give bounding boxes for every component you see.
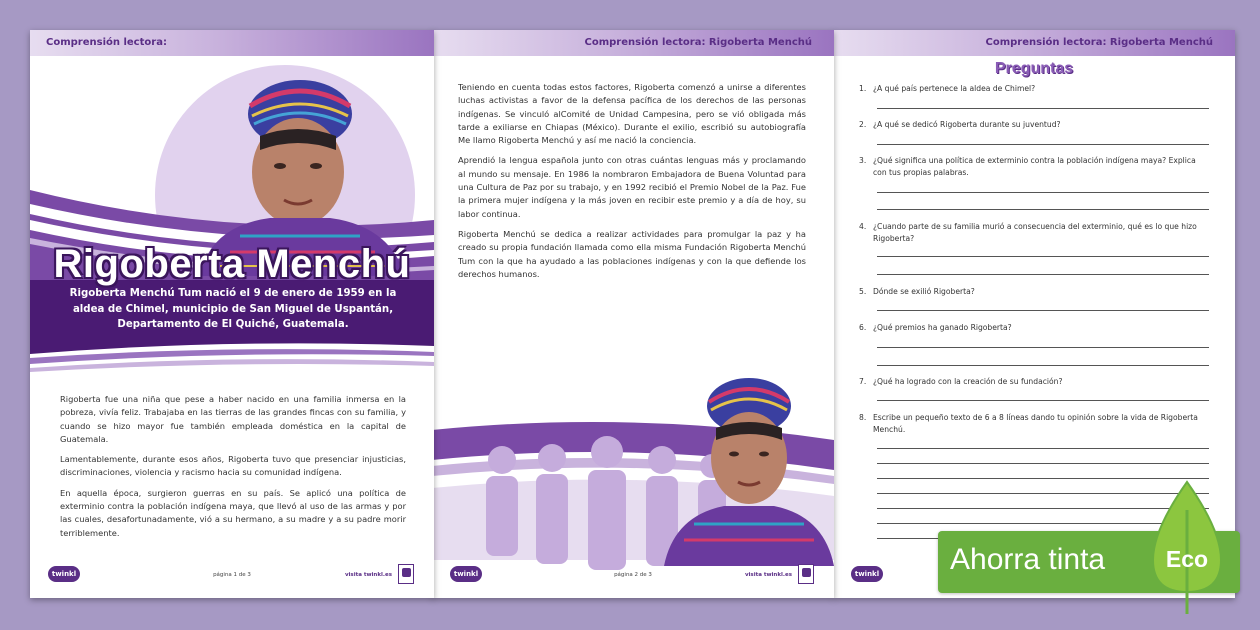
question-item xyxy=(859,83,1209,95)
question-item xyxy=(859,286,1209,298)
answer-line[interactable] xyxy=(877,108,1209,109)
question-item xyxy=(859,221,1209,244)
question-item xyxy=(859,119,1209,131)
page-header-text: Comprensión lectora: Rigoberta Menchú xyxy=(584,37,812,48)
question-number: 5. xyxy=(859,287,867,296)
page-title: Rigoberta Menchú xyxy=(53,242,411,286)
page-number: página 2 de 3 xyxy=(614,572,652,578)
paragraph: En aquella época, surgieron guerras en su país. Se aplicó una política de exterminio contra la población indígena maya, que llevó al uso de las armas y por las cuales, desafortunadamente, vió a su hermano, a su madre y a su padre morir terriblemente. xyxy=(60,487,406,538)
question-number: 7. xyxy=(859,377,867,386)
question-text: ¿Cuando parte de su familia murió a consecuencia del exterminio, qué es lo que hizo Rigoberta? xyxy=(873,222,1197,243)
eco-badge-text: Eco xyxy=(1165,546,1209,572)
page-footer xyxy=(432,558,834,598)
answer-line[interactable] xyxy=(877,448,1209,449)
question-number: 2. xyxy=(859,120,867,129)
paragraph: Aprendió la lengua española junto con otras cuántas lenguas más y proclamando al mundo su mensaje. En 1986 la nombraron Embajadora de Buena Voluntad para una Cultura de Paz por su trabajo, y en 1992 recibió el Premio Nobel de la Paz. Fue la primera mujer indígena y la más joven en recibir este premio y a día de hoy, su labor continua. xyxy=(458,155,806,219)
question-text: ¿Qué significa una política de exterminio contra la población indígena maya? Explica con tus propias palabras. xyxy=(873,156,1196,177)
twinkl-logo: twinkl xyxy=(450,566,482,582)
question-text: ¿A qué país pertenece la aldea de Chimel? xyxy=(873,84,1036,93)
paragraph: Teniendo en cuenta todas estos factores, Rigoberta comenzó a unirse a diferentes luchas activistas a favor de la defensa pacífica de los derechos de las personas indígenas. Se vinculó alComité de Unidad Campesina, pero se vió obligada más tarde a exiliarse en Chiapas (México). Durante el exilio, escribió su autobiografía Me llamo Rigoberta Menchú y así me nació la conciencia. xyxy=(458,82,806,146)
twinkl-logo: twinkl xyxy=(48,566,80,582)
visit-link[interactable]: visita twinkl.es xyxy=(744,572,792,578)
page-header-text: Comprensión lectora: Rigoberta Menchú xyxy=(985,37,1213,48)
visit-link[interactable]: visita twinkl.es xyxy=(344,572,392,578)
question-number: 1. xyxy=(859,84,867,93)
answer-line[interactable] xyxy=(877,274,1209,275)
question-item xyxy=(859,155,1209,178)
answer-line[interactable] xyxy=(877,463,1209,464)
body-text xyxy=(458,81,806,288)
body-text xyxy=(60,393,406,547)
answer-line[interactable] xyxy=(877,347,1209,348)
questions-title: Preguntas xyxy=(994,60,1074,77)
question-text: ¿Qué ha logrado con la creación de su fundación? xyxy=(873,377,1063,386)
answer-line[interactable] xyxy=(877,144,1209,145)
answer-line[interactable] xyxy=(877,400,1209,401)
question-text: Escribe un pequeño texto de 6 a 8 líneas dando tu opinión sobre la vida de Rigoberta Menchú. xyxy=(873,413,1198,434)
question-item xyxy=(859,376,1209,388)
answer-line[interactable] xyxy=(877,365,1209,366)
page-number: página 1 de 3 xyxy=(213,572,251,578)
paragraph: Lamentablemente, durante esos años, Rigoberta tuvo que presenciar injusticias, discriminaciones, violencia y racismo hacia su comunidad indígena. xyxy=(60,454,406,478)
question-number: 6. xyxy=(859,323,867,332)
answer-line[interactable] xyxy=(877,209,1209,210)
question-text: Dónde se exilió Rigoberta? xyxy=(873,287,975,296)
question-item xyxy=(859,412,1209,435)
rigoberta-portrait-illustration xyxy=(664,366,834,566)
question-number: 8. xyxy=(859,413,867,422)
worksheet-page-2 xyxy=(432,30,834,598)
question-text: ¿A qué se dedicó Rigoberta durante su juventud? xyxy=(873,120,1061,129)
page-footer xyxy=(30,558,434,598)
paragraph: Rigoberta fue una niña que pese a haber nacido en una familia inmersa en la pobreza, vivía feliz. Trabajaba en las tierras de las grandes fincas con su familia, y cuando se hizo mayor fue también empleada doméstica en la capital de Guatemala. xyxy=(60,394,406,444)
quality-badge-icon xyxy=(398,564,414,584)
question-item xyxy=(859,322,1209,334)
stripe-decoration xyxy=(30,340,434,374)
question-text: ¿Qué premios ha ganado Rigoberta? xyxy=(873,323,1012,332)
paragraph: Rigoberta Menchú se dedica a realizar actividades para promulgar la paz y ha creado su propia fundación llamada como ella misma Fundación Rigoberta Menchú Tum con la que ha ayudado a las poblaciones indígenas y con la que defiende los derechos humanos. xyxy=(458,228,806,279)
worksheet-page-1 xyxy=(30,30,434,598)
twinkl-logo: twinkl xyxy=(851,566,883,582)
answer-line[interactable] xyxy=(877,256,1209,257)
intro-paragraph: Rigoberta Menchú Tum nació el 9 de enero de 1959 en la aldea de Chimel, municipio de San Miguel de Uspantán, Departamento de El Quiché, Guatemala. xyxy=(69,288,397,330)
question-number: 4. xyxy=(859,222,867,231)
question-number: 3. xyxy=(859,156,867,165)
answer-line[interactable] xyxy=(877,478,1209,479)
eco-banner-label: Ahorra tinta xyxy=(950,543,1106,576)
answer-line[interactable] xyxy=(877,310,1209,311)
page-header-text: Comprensión lectora: xyxy=(46,37,167,48)
answer-line[interactable] xyxy=(877,192,1209,193)
quality-badge-icon xyxy=(798,564,814,584)
